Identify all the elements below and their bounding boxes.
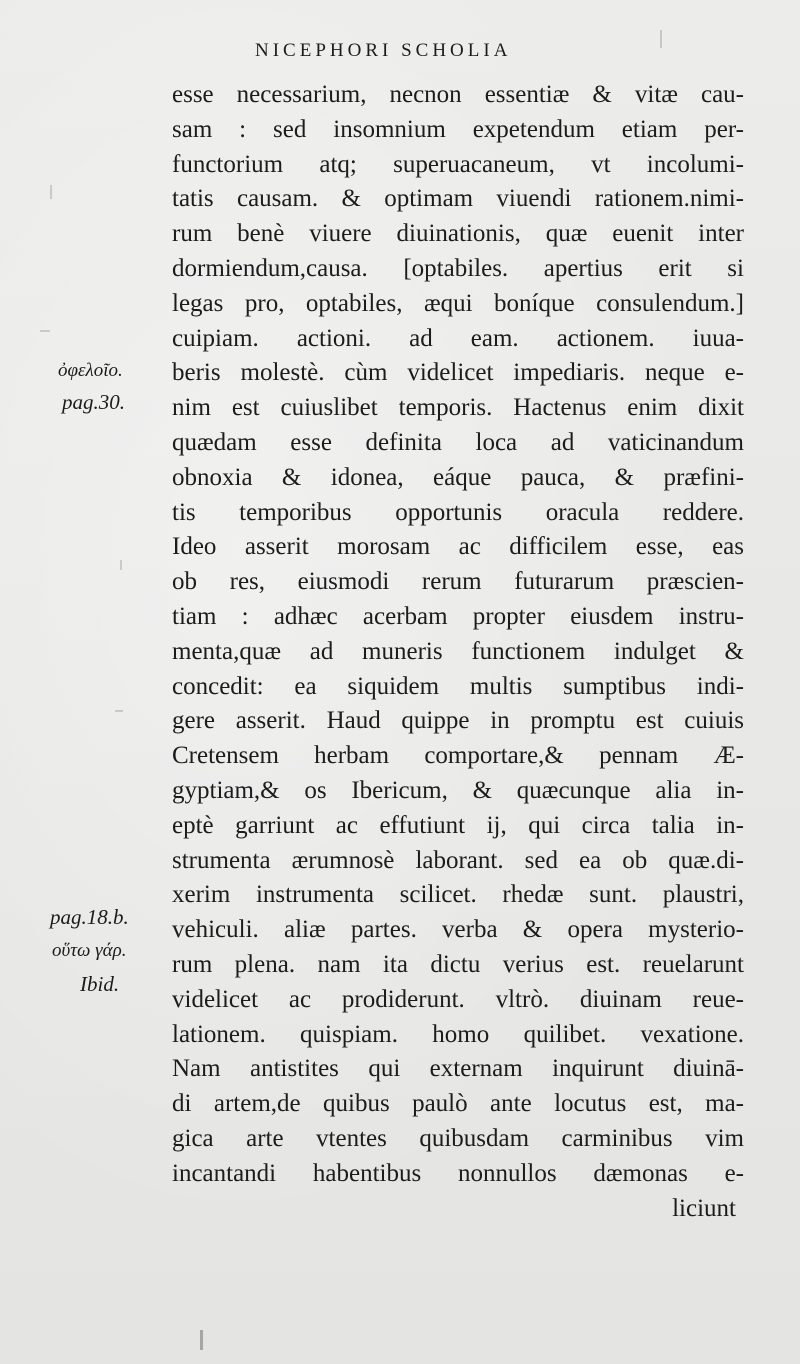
text-line: tiam : adhæc acerbam propter eiusdem instru- [172,602,744,630]
catchword: liciunt [672,1194,736,1222]
text-line: concedit: ea siquidem multis sumptibus indi- [172,672,744,700]
text-line: vehiculi. aliæ partes. verba & opera mysterio- [172,916,744,944]
margin-note-ibid: Ibid. [80,972,120,996]
margin-note-greek: οὕτω γάρ. [52,940,127,961]
margin-note-greek: ὀφελοῖο. [58,360,123,381]
text-line: videlicet ac prodiderunt. vltrò. diuinam reue- [172,985,744,1013]
text-line: beris molestè. cùm videlicet impediaris. neque e- [172,359,744,387]
text-line: ob res, eiusmodi rerum futurarum præscien- [172,568,744,596]
text-line: esse necessarium, necnon essentiæ & vitæ cau- [172,81,744,108]
text-line: menta,quæ ad muneris functionem indulget & [172,637,744,665]
text-line: cuipiam. actioni. ad eam. actionem. iuua- [172,324,744,352]
text-line: Ideo asserit morosam ac difficilem esse, eas [172,533,744,561]
text-line: tis temporibus opportunis oracula reddere. [172,498,744,526]
text-line: tatis causam. & optimam viuendi rationem.nimi- [172,185,744,213]
text-line: eptè garriunt ac effutiunt ij, qui circa talia in- [172,811,744,839]
text-line: legas pro, optabiles, æqui boníque consulendum.] [172,289,744,317]
text-line: strumenta ærumnosè laborant. sed ea ob quæ.di- [172,846,744,874]
margin-note-page-ref: pag.18.b. [50,905,129,929]
text-line: rum plena. nam ita dictu verius est. reuelarunt [172,950,744,978]
text-line: incantandi habentibus nonnullos dæmonas e- [172,1159,744,1187]
text-line: gyptiam,& os Ibericum, & quæcunque alia in- [172,776,744,804]
text-line: di artem,de quibus paulò ante locutus est, ma- [172,1090,744,1118]
text-line: lationem. quispiam. homo quilibet. vexatione. [172,1020,744,1048]
running-header: NICEPHORI SCHOLIA [255,40,512,61]
text-line: quædam esse definita loca ad vaticinandum [172,428,744,456]
text-line: functorium atq; superuacaneum, vt incolumi- [172,150,744,178]
text-line: gere asserit. Haud quippe in promptu est cuiuis [172,707,744,735]
body-text [172,78,744,1226]
text-line: dormiendum,causa. [optabiles. apertius erit si [172,254,744,282]
text-line: Nam antistites qui externam inquirunt diuinā- [172,1055,744,1083]
text-line: sam : sed insomnium expetendum etiam per- [172,115,744,143]
text-line: gica arte vtentes quibusdam carminibus vim [172,1124,744,1152]
text-line: xerim instrumenta scilicet. rhedæ sunt. plaustri, [172,881,744,909]
text-line: rum benè viuere diuinationis, quæ euenit inter [172,220,744,248]
text-line: Cretensem herbam comportare,& pennam Æ- [172,742,744,770]
margin-note-page-ref: pag.30. [62,390,125,414]
text-line: obnoxia & idonea, eáque pauca, & præfini- [172,463,744,491]
text-line: nim est cuiuslibet temporis. Hactenus enim dixit [172,394,744,422]
